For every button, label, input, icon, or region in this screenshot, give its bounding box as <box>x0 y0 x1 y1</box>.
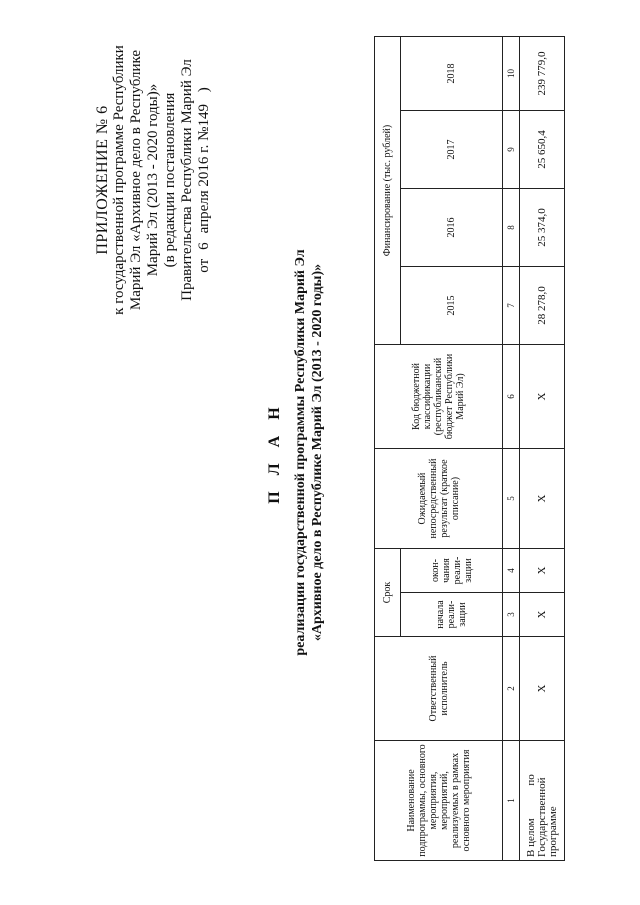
header-executor: Ответственный исполнитель <box>375 637 503 741</box>
plan-subtitle-line1: реализации государственной программы Республики Марий Эл <box>293 249 308 656</box>
column-number: 8 <box>503 189 520 267</box>
row-name <box>520 741 565 861</box>
column-number: 1 <box>503 741 520 861</box>
row-result: Х <box>520 449 565 549</box>
header-result: Ожидаемый непосредственный результат (краткое описание) <box>375 449 503 549</box>
appendix-block <box>94 0 213 360</box>
row-name-part: по <box>524 774 537 786</box>
row-executor: Х <box>520 637 565 741</box>
date-day: 6 <box>196 242 212 250</box>
header-budget-code: Код бюджетной классификации (республиканский бюджет Республики Марий Эл) <box>375 345 503 449</box>
header-financing: Финансирование (тыс. рублей) <box>375 36 401 344</box>
row-financing-2016: 25 374,0 <box>520 189 565 267</box>
column-number: 2 <box>503 637 520 741</box>
row-name-part: Государственной программе <box>535 777 559 857</box>
table-row <box>520 36 565 860</box>
row-end: Х <box>520 549 565 593</box>
appendix-line: Правительства Республики Марий Эл <box>179 59 195 301</box>
date-month-year: апреля 2016 г. <box>196 144 212 234</box>
appendix-line: Марий Эл «Архивное дело в Республике <box>128 49 144 311</box>
header-term: Срок <box>375 549 401 637</box>
column-number: 7 <box>503 267 520 345</box>
header-year-2016: 2016 <box>401 189 503 267</box>
header-year-2017: 2017 <box>401 111 503 189</box>
close-paren: ) <box>196 87 212 93</box>
header-term-end: окон-чания реали-зации <box>401 549 503 593</box>
row-start: Х <box>520 593 565 637</box>
document-number: 149 <box>196 104 212 127</box>
row-financing-2018: 239 779,0 <box>520 36 565 110</box>
number-sign: № <box>196 126 212 141</box>
row-financing-2017: 25 650,4 <box>520 111 565 189</box>
appendix-line: к государственной программе Республики <box>111 45 127 315</box>
header-year-2018: 2018 <box>401 36 503 110</box>
column-number: 6 <box>503 345 520 449</box>
plan-subtitle-line2: «Архивное дело в Республике Марий Эл (2013 - 2020 годы)» <box>310 263 325 642</box>
column-number: 4 <box>503 549 520 593</box>
plan-subtitle <box>292 120 326 785</box>
column-number: 10 <box>503 36 520 110</box>
row-name-part: В целом <box>524 818 537 857</box>
date-prefix: от <box>196 258 212 273</box>
column-number: 3 <box>503 593 520 637</box>
column-number: 9 <box>503 111 520 189</box>
appendix-line: Марий Эл (2013 - 2020 годы)» <box>145 83 161 277</box>
header-year-2015: 2015 <box>401 267 503 345</box>
header-term-start: начала реали-зации <box>401 593 503 637</box>
column-number: 5 <box>503 449 520 549</box>
appendix-title: ПРИЛОЖЕНИЕ № 6 <box>94 105 111 255</box>
header-name: Наименование подпрограммы, основного мероприятия, мероприятий, реализуемых в рамках основного мероприятия <box>375 741 503 861</box>
appendix-line: (в редакции постановления <box>162 92 178 268</box>
appendix-date-line <box>196 0 213 360</box>
column-number-row <box>503 36 520 860</box>
plan-title: П Л А Н <box>266 401 283 504</box>
row-budget-code: Х <box>520 345 565 449</box>
plan-table <box>374 36 565 861</box>
row-financing-2015: 28 278,0 <box>520 267 565 345</box>
